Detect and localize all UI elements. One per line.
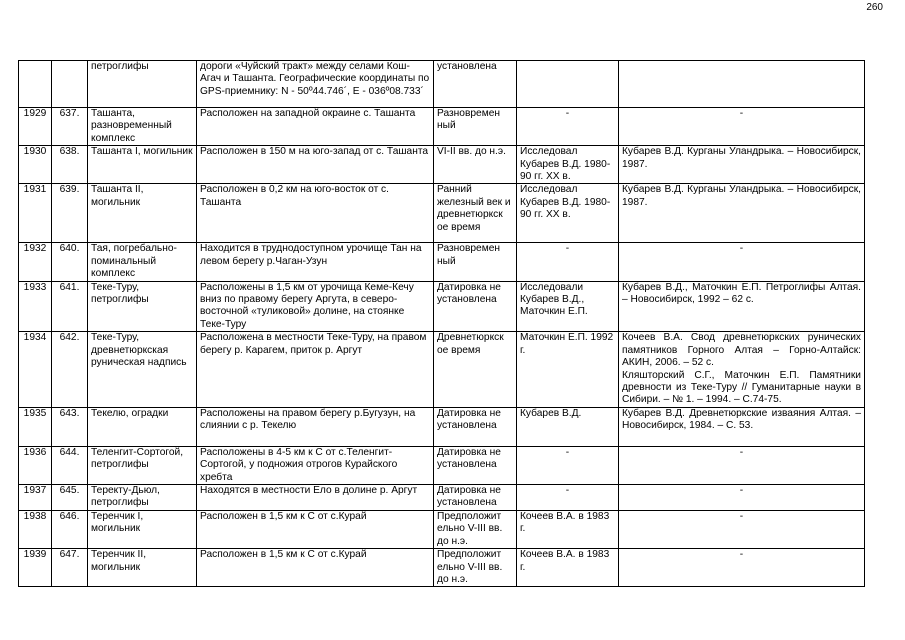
literature-entry: - [739,484,744,496]
research-cell: - [517,108,619,146]
literature-entry: Кубарев В.Д. Древнетюркские изваяния Алтая. – Новосибирск, 1984. – С. 53. [622,407,861,432]
literature-entry: - [739,108,744,119]
literature-entry: - [739,510,744,522]
research-cell: Исследовали Кубарев В.Д., Маточкин Е.П. [517,281,619,332]
literature-entry: - [739,446,744,458]
location-cell: дороги «Чуйский тракт» между селами Кош-Агач и Ташанта. Географические координаты по GPS-приемнику: N - 50º44.746´, E - 036º08.733´ [197,61,434,108]
location-cell: Расположен в 1,5 км к С от с.Курай [197,549,434,587]
research-cell: - [517,484,619,510]
registry-number-cell: 1932 [19,243,52,281]
monument-name-cell: Теке-Туру, древнетюркская руническая надпись [88,332,197,407]
registry-number-cell: 1929 [19,108,52,146]
table-row [19,61,865,108]
table-row [19,407,865,446]
literature-entry: Кубарев В.Д., Маточкин Е.П. Петроглифы Алтая. – Новосибирск, 1992 – 62 с. [622,281,861,306]
monument-name-cell: Ташанта, разновременный комплекс [88,108,197,146]
literature-cell [619,407,865,446]
literature-cell [619,446,865,484]
literature-cell [619,108,865,146]
monument-name-cell: Теректу-Дьюл, петроглифы [88,484,197,510]
item-number-cell: 639. [52,184,88,243]
literature-cell [619,184,865,243]
dating-cell: Датировка не установлена [434,484,517,510]
dating-cell: VI-II вв. до н.э. [434,146,517,184]
table-row [19,510,865,548]
literature-cell [619,484,865,510]
dating-cell: Разновремен ный [434,243,517,281]
monument-name-cell: Ташанта II, могильник [88,184,197,243]
literature-entry: Кляшторский С.Г., Маточкин Е.П. Памятники древности из Теке-Туру // Гуманитарные науки в Сибири. – № 1. – 1994. – С.74-75. [622,369,861,406]
location-cell: Расположен в 1,5 км к С от с.Курай [197,510,434,548]
registry-number-cell: 1935 [19,407,52,446]
registry-number-cell: 1934 [19,332,52,407]
registry-number-cell: 1939 [19,549,52,587]
monument-name-cell: петроглифы [88,61,197,108]
literature-cell [619,549,865,587]
item-number-cell: 637. [52,108,88,146]
dating-cell: Датировка не установлена [434,407,517,446]
dating-cell: Древнетюркск ое время [434,332,517,407]
dating-cell: Датировка не установлена [434,281,517,332]
research-cell: - [517,446,619,484]
research-cell [517,61,619,108]
research-cell: Исследовал Кубарев В.Д. 1980-90 гг. XX в. [517,184,619,243]
registry-number-cell: 1936 [19,446,52,484]
table-row [19,108,865,146]
location-cell: Расположены на правом берегу р.Бугузун, на слиянии с р. Текелю [197,407,434,446]
item-number-cell: 645. [52,484,88,510]
page-number: 260 [866,2,883,13]
dating-cell: Датировка не установлена [434,446,517,484]
location-cell: Расположена в местности Теке-Туру, на правом берегу р. Карагем, приток р. Аргут [197,332,434,407]
research-cell: Кочеев В.А. в 1983 г. [517,510,619,548]
dating-cell: установлена [434,61,517,108]
literature-entry: Кубарев В.Д. Курганы Уландрыка. – Новосибирск, 1987. [622,184,861,208]
table-row [19,332,865,407]
table-row [19,243,865,281]
literature-entry: - [739,243,744,255]
literature-cell [619,332,865,407]
research-cell: Исследовал Кубарев В.Д. 1980-90 гг. XX в. [517,146,619,184]
registry-number-cell [19,61,52,108]
item-number-cell: 644. [52,446,88,484]
monument-name-cell: Ташанта I, могильник [88,146,197,184]
monument-name-cell: Тая, погребально-поминальный комплекс [88,243,197,281]
location-cell: Расположены в 4-5 км к С от с.Теленгит-Сортогой, у подножия отрогов Курайского хребта [197,446,434,484]
item-number-cell: 642. [52,332,88,407]
research-cell: Кубарев В.Д. [517,407,619,446]
dating-cell: Предположит ельно V-III вв. до н.э. [434,549,517,587]
monument-name-cell: Теке-Туру, петроглифы [88,281,197,332]
table-row [19,549,865,587]
monument-name-cell: Теренчик I, могильник [88,510,197,548]
literature-cell [619,146,865,184]
item-number-cell [52,61,88,108]
registry-number-cell: 1933 [19,281,52,332]
literature-entry: Кочеев В.А. Свод древнетюркских рунических памятников Горного Алтая – Горно-Алтайск: АКИН, 2006. – 52 с. [622,332,861,369]
monument-name-cell: Теренчик II, могильник [88,549,197,587]
location-cell: Расположены в 1,5 км от урочища Кеме-Кечу вниз по правому берегу Аргута, в северо-восточной «туликовой» долине, на стоянке Теке-Туру [197,281,434,332]
table-row [19,446,865,484]
literature-cell [619,510,865,548]
table-row [19,281,865,332]
monument-registry-table [18,60,865,587]
literature-cell [619,243,865,281]
literature-cell [619,61,865,108]
research-cell: Кочеев В.А. в 1983 г. [517,549,619,587]
literature-entry: Кубарев В.Д. Курганы Уландрыка. – Новосибирск, 1987. [622,146,861,170]
research-cell: Маточкин Е.П. 1992 г. [517,332,619,407]
location-cell: Расположен в 150 м на юго-запад от с. Ташанта [197,146,434,184]
location-cell: Находятся в местности Ело в долине р. Аргут [197,484,434,510]
location-cell: Расположен в 0,2 км на юго-восток от с. Ташанта [197,184,434,243]
table-row [19,184,865,243]
dating-cell: Предположит ельно V-III вв. до н.э. [434,510,517,548]
dating-cell: Ранний железный век и древнетюркск ое время [434,184,517,243]
location-cell: Находится в труднодоступном урочище Тан на левом берегу р.Чаган-Узун [197,243,434,281]
registry-number-cell: 1937 [19,484,52,510]
literature-entry: - [739,549,744,561]
item-number-cell: 643. [52,407,88,446]
registry-number-cell: 1938 [19,510,52,548]
registry-number-cell: 1930 [19,146,52,184]
table-row [19,484,865,510]
item-number-cell: 646. [52,510,88,548]
item-number-cell: 640. [52,243,88,281]
literature-cell [619,281,865,332]
table-row [19,146,865,184]
item-number-cell: 641. [52,281,88,332]
registry-number-cell: 1931 [19,184,52,243]
item-number-cell: 647. [52,549,88,587]
dating-cell: Разновремен ный [434,108,517,146]
monument-name-cell: Текелю, оградки [88,407,197,446]
research-cell: - [517,243,619,281]
monument-name-cell: Теленгит-Сортогой, петроглифы [88,446,197,484]
location-cell: Расположен на западной окраине с. Ташанта [197,108,434,146]
item-number-cell: 638. [52,146,88,184]
